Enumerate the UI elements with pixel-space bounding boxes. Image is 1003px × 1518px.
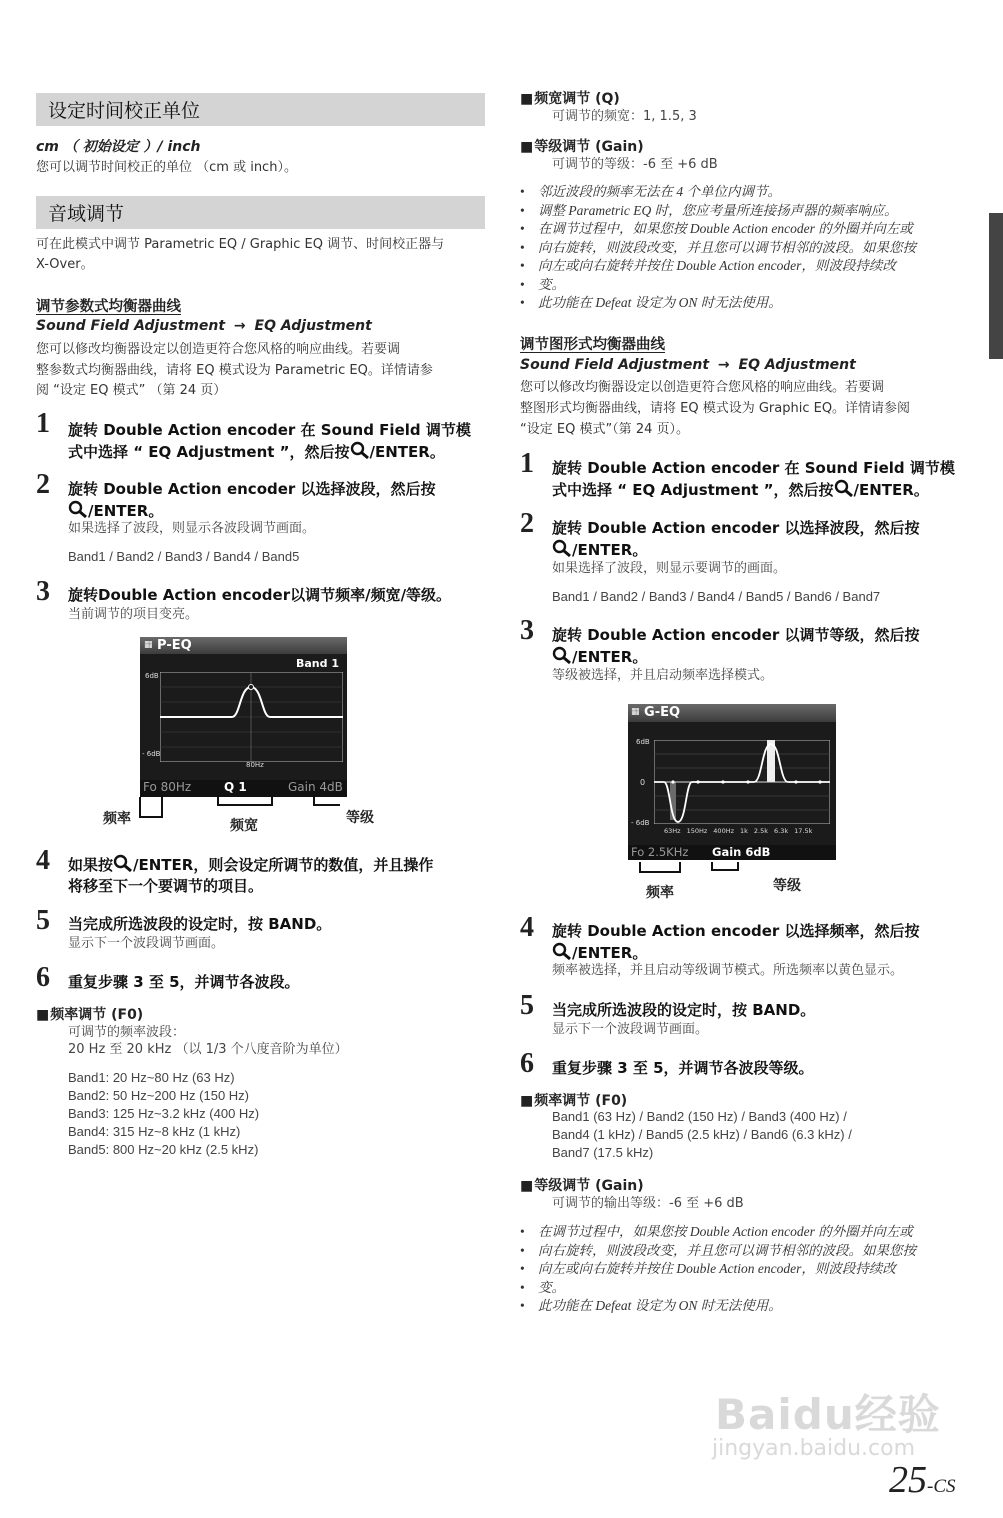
f0-band-3: Band3: 125 Hz~3.2 kHz (400 Hz): [68, 1106, 260, 1121]
step-sub: 如果选择了波段，则显示要调节的画面。: [552, 561, 787, 576]
f0-line-2: Band4 (1 kHz) / Band5 (2.5 kHz) / Band6 (6.3 kHz) /: [552, 1127, 852, 1142]
step-text: 如果按: [68, 856, 114, 874]
step-tail: 。: [632, 648, 648, 666]
enter-label: /ENTER: [572, 648, 633, 666]
step-number: 4: [520, 912, 534, 943]
geq-desc-1: 您可以修改均衡器设定以创造更符合您风格的响应曲线。若要调: [520, 380, 885, 395]
peq-label-width: 频宽: [230, 818, 258, 834]
f0-line-1: Band1 (63 Hz) / Band2 (150 Hz) / Band3 (400 Hz) /: [552, 1109, 847, 1124]
step-text: 当完成所选波段的设定时，按 BAND。: [552, 1001, 816, 1019]
search-icon: [834, 479, 854, 497]
range-desc-2: X-Over。: [36, 257, 94, 272]
right-step-4: [552, 921, 920, 964]
search-icon: [113, 854, 133, 872]
step-number: 3: [36, 576, 50, 607]
enter-label: /ENTER: [88, 502, 149, 520]
geq-path-b: EQ Adjustment: [738, 357, 856, 373]
peq-screen-title: [144, 638, 192, 653]
step-text: 旋转 Double Action encoder 以选择波段，然后按: [68, 480, 436, 498]
step-number: 6: [520, 1048, 534, 1079]
peq-curve-plot: [160, 672, 343, 762]
grid-icon: ▦: [631, 707, 640, 717]
note-cont: 向左或向右旋转并按住 Double Action encoder，则波段持续改: [538, 1261, 896, 1276]
gain2-sub: 可调节的输出等级：-6 至 +6 dB: [552, 1196, 744, 1211]
f0-title: ■ 频率调节 (F0): [36, 1004, 143, 1024]
unit-desc: 您可以调节时间校正的单位 （cm 或 inch）。: [36, 160, 297, 175]
geq-curve-plot: [654, 740, 830, 824]
peq-desc-3: 阅 “设定 EQ 模式” （第 24 页）: [36, 383, 227, 398]
step-text: 旋转Double Action encoder以调节频率/频宽/等级。: [68, 586, 452, 604]
q-sub: 可调节的频宽：1, 1.5, 3: [552, 109, 697, 124]
step-tail: 。: [632, 944, 648, 962]
chapter-tab: [989, 213, 1003, 359]
step-text: 当完成所选波段的设定时，按 BAND。: [68, 915, 332, 933]
peq-y-top: 6dB: [145, 672, 159, 680]
arrow-icon: →: [717, 357, 730, 373]
page-number: [889, 1458, 956, 1502]
right-step-2: [552, 518, 920, 561]
geq-title: 调节图形式均衡器曲线: [520, 337, 665, 353]
f0-line-3: Band7 (17.5 kHz): [552, 1145, 654, 1160]
step-sub: 当前调节的项目变亮。: [68, 607, 199, 622]
peq-label-level: 等级: [346, 810, 374, 826]
step-text: 重复步骤 3 至 5，并调节各波段。: [68, 973, 300, 991]
page-num: 25: [889, 1459, 927, 1501]
search-icon: [552, 942, 572, 960]
step-number: 2: [520, 508, 534, 539]
geq-freq-label: 150Hz: [686, 827, 708, 835]
peq-q: Q 1: [224, 780, 247, 794]
peq-desc-2: 整参数式均衡器曲线，请将 EQ 模式设为 Parametric EQ。详情请参: [36, 363, 433, 378]
peq-fo: Fo 80Hz: [143, 780, 192, 794]
step-text: ，则会设定所调节的数值，并且操作: [193, 856, 434, 874]
step-number: 3: [520, 615, 534, 646]
geq-desc-3: “设定 EQ 模式”（第 24 页）。: [520, 422, 689, 437]
geq-y-bot: - 6dB: [631, 819, 650, 827]
step-number: 5: [36, 905, 50, 936]
geq-freq-label: 6.3k: [774, 827, 789, 835]
note-cont: 变。: [538, 276, 565, 292]
search-icon: [68, 500, 88, 518]
note-item: • 在调节过程中，如果您按 Double Action encoder 的外圈并向左或: [520, 220, 980, 239]
step-text: 旋转 Double Action encoder 以选择频率，然后按: [552, 922, 920, 940]
notes-list-1: [520, 183, 980, 313]
geq-fo: Fo 2.5KHz: [631, 845, 689, 859]
peq-screen: [140, 637, 347, 797]
right-step-1: [552, 458, 955, 501]
enter-label: /ENTER: [133, 856, 194, 874]
step-text: 旋转 Double Action encoder 在 Sound Field 调节模: [68, 421, 471, 439]
left-step-1: [68, 420, 471, 463]
step-number: 2: [36, 469, 50, 500]
geq-screen: [628, 704, 836, 860]
step-text: 式中选择 “ EQ Adjustment ”，然后按: [68, 443, 350, 461]
geq-freq-label: 2.5k: [753, 827, 769, 835]
geq-screen-title: [631, 705, 680, 720]
peq-label-freq: 频率: [103, 811, 131, 827]
peq-desc-1: 您可以修改均衡器设定以创造更符合您风格的响应曲线。若要调: [36, 342, 401, 357]
step-tail: 。: [148, 502, 164, 520]
step-text: 旋转 Double Action encoder 以调节等级，然后按: [552, 626, 920, 644]
watermark-url: jingyan.baidu.com: [712, 1436, 916, 1461]
note-item: • 此功能在 Defeat 设定为 ON 时无法使用。: [520, 1297, 980, 1316]
geq-title-text: G-EQ: [644, 705, 681, 720]
geq-desc-2: 整图形式均衡器曲线，请将 EQ 模式设为 Graphic EQ。详情请参阅: [520, 401, 911, 416]
geq-menu-path: [520, 357, 856, 373]
step-text: 式中选择 “ EQ Adjustment ”，然后按: [552, 481, 834, 499]
f0-sub-2: 20 Hz 至 20 kHz （以 1/3 个八度音阶为单位）: [68, 1042, 348, 1057]
peq-menu-path: [36, 318, 372, 334]
peq-y-bot: - 6dB: [142, 750, 161, 758]
geq-freq-label: 63Hz: [664, 827, 681, 835]
peq-freq-mark: 80Hz: [246, 761, 264, 769]
step-sub: 等级被选择，并且启动频率选择模式。: [552, 668, 774, 683]
geq-path-a: Sound Field Adjustment: [520, 357, 710, 373]
gain-sub: 可调节的等级：-6 至 +6 dB: [552, 157, 718, 172]
step-text: 重复步骤 3 至 5，并调节各波段等级。: [552, 1059, 814, 1077]
gain-title: ■ 等级调节 (Gain): [520, 136, 644, 156]
unit-option: cm （ 初始设定 ）/ inch: [36, 139, 201, 155]
note-item-cont: [520, 1260, 980, 1279]
step-sub: 频率被选择，并且启动等级调节模式。所选频率以黄色显示。: [552, 963, 904, 978]
peq-gain: Gain 4dB: [288, 780, 343, 794]
grid-icon: ▦: [144, 640, 153, 650]
section-title-time-unit: 设定时间校正单位: [36, 93, 485, 126]
note-item: • 在调节过程中，如果您按 Double Action encoder 的外圈并向左或: [520, 1223, 980, 1242]
step-tail: 。: [913, 481, 929, 499]
range-desc-1: 可在此模式中调节 Parametric EQ / Graphic EQ 调节、时间校正器与: [36, 237, 445, 252]
enter-label: /ENTER: [572, 541, 633, 559]
geq-label-level: 等级: [773, 878, 801, 894]
step-tail: 。: [632, 541, 648, 559]
page-suffix: -CS: [927, 1476, 956, 1497]
step-sub: Band1 / Band2 / Band3 / Band4 / Band5 / Band6 / Band7: [552, 589, 881, 604]
note-item: • 调整 Parametric EQ 时，您应考量所连接扬声器的频率响应。: [520, 202, 980, 221]
peq-title: 调节参数式均衡器曲线: [36, 299, 181, 315]
left-step-4: [68, 854, 433, 897]
step-number: 1: [36, 408, 50, 439]
step-number: 4: [36, 845, 50, 876]
right-step-3: [552, 625, 920, 668]
enter-label: /ENTER: [572, 944, 633, 962]
step-number: 5: [520, 990, 534, 1021]
step-sub: 显示下一个波段调节画面。: [68, 936, 225, 951]
step-number: 6: [36, 962, 50, 993]
f0-band-5: Band5: 800 Hz~20 kHz (2.5 kHz): [68, 1142, 259, 1157]
geq-freq-label: 17.5k: [794, 827, 813, 835]
note-cont: 向右旋转，则波段改变，并且您可以调节相邻的波段。如果您按: [538, 1242, 916, 1258]
search-icon: [552, 539, 572, 557]
note-item-cont: [520, 276, 980, 295]
section-title-range-adjust: 音域调节: [36, 196, 485, 229]
note-cont: 向左或向右旋转并按住 Double Action encoder，则波段持续改: [538, 258, 896, 273]
peq-path-b: EQ Adjustment: [254, 318, 372, 334]
peq-path-a: Sound Field Adjustment: [36, 318, 226, 334]
note-item-cont: [520, 1242, 980, 1261]
step-text: 旋转 Double Action encoder 在 Sound Field 调节模: [552, 459, 955, 477]
enter-label: /ENTER: [369, 443, 430, 461]
peq-title-text: P-EQ: [157, 638, 192, 653]
search-icon: [350, 441, 370, 459]
note-item: • 邻近波段的频率无法在 4 个单位内调节。: [520, 183, 980, 202]
geq-gain: Gain 6dB: [712, 845, 771, 859]
enter-label: /ENTER: [853, 481, 914, 499]
watermark-logo: Baidu经验: [715, 1390, 941, 1439]
note-item-cont: [520, 257, 980, 276]
step-sub: 如果选择了波段，则显示各波段调节画面。: [68, 521, 316, 536]
left-step-2: [68, 479, 436, 522]
note-item-cont: [520, 1279, 980, 1298]
note-cont: 向右旋转，则波段改变，并且您可以调节相邻的波段。如果您按: [538, 239, 916, 255]
note-item-cont: [520, 239, 980, 258]
step-number: 1: [520, 448, 534, 479]
step-sub: Band1 / Band2 / Band3 / Band4 / Band5: [68, 549, 300, 564]
notes-list-2: [520, 1223, 980, 1316]
note-cont: 变。: [538, 1279, 565, 1295]
geq-freq-label: 400Hz: [713, 827, 735, 835]
step-text: 旋转 Double Action encoder 以选择波段，然后按: [552, 519, 920, 537]
f0-band-4: Band4: 315 Hz~8 kHz (1 kHz): [68, 1124, 241, 1139]
f0-title-right: ■ 频率调节 (F0): [520, 1090, 627, 1110]
f0-band-2: Band2: 50 Hz~200 Hz (150 Hz): [68, 1088, 250, 1103]
geq-y-mid: 0: [640, 778, 646, 787]
geq-freq-labels: [664, 827, 812, 835]
geq-label-freq: 频率: [646, 885, 674, 901]
q-title: ■ 频宽调节 (Q): [520, 88, 620, 108]
gain2-title: ■ 等级调节 (Gain): [520, 1175, 644, 1195]
arrow-icon: →: [233, 318, 246, 334]
step-sub: 显示下一个波段调节画面。: [552, 1022, 709, 1037]
geq-freq-label: 1k: [740, 827, 748, 835]
search-icon: [552, 646, 572, 664]
note-item: • 此功能在 Defeat 设定为 ON 时无法使用。: [520, 294, 980, 313]
f0-band-1: Band1: 20 Hz~80 Hz (63 Hz): [68, 1070, 235, 1085]
peq-band-label: Band 1: [296, 657, 339, 670]
step-tail: 。: [429, 443, 445, 461]
step-text: 将移至下一个要调节的项目。: [68, 877, 264, 895]
f0-sub-1: 可调节的频率波段：: [68, 1025, 186, 1040]
geq-y-top: 6dB: [636, 738, 650, 746]
